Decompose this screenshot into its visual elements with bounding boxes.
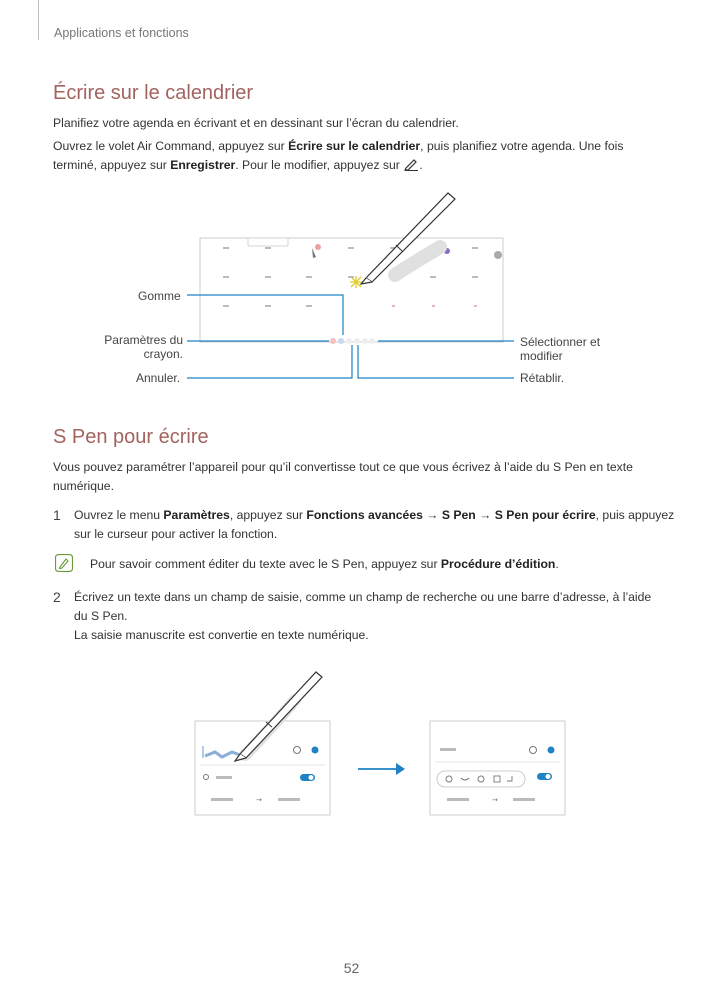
margin-rule — [38, 0, 39, 40]
paragraph-calendar-steps: Ouvrez le volet Air Command, appuyez sur Écrire sur le calendrier, puis planifiez votre agenda. Une fois terminé, appuyez sur Enregistrer. Pour le modifier, appuyez sur . — [53, 139, 624, 172]
section-title-spen: S Pen pour écrire — [53, 426, 209, 448]
paragraph-calendar-intro: Planifiez votre agenda en écrivant et en dessinant sur l’écran du calendrier. — [53, 116, 459, 130]
paragraph-spen-intro: Vous pouvez paramétrer l’appareil pour qu’il convertisse tout ce que vous écrivez à l’aide du S Pen en texte numérique. — [53, 460, 633, 493]
note-text: Pour savoir comment éditer du texte avec le S Pen, appuyez sur Procédure d’édition. — [90, 557, 559, 571]
running-header: Applications et fonctions — [54, 26, 189, 40]
label-pen-settings: Paramètres du crayon. — [104, 333, 183, 361]
label-redo: Rétablir. — [520, 371, 565, 385]
step-number-1: 1 — [53, 507, 61, 523]
label-undo: Annuler. — [136, 371, 181, 385]
handwriting-conversion-illustration — [0, 660, 703, 820]
svg-text:→: → — [256, 796, 262, 804]
label-eraser: Gomme — [138, 289, 181, 303]
section-title-calendar: Écrire sur le calendrier — [53, 82, 254, 104]
page-number: 52 — [343, 960, 360, 976]
edit-pen-icon — [403, 157, 419, 171]
note-icon — [55, 554, 73, 572]
calendar-illustration — [0, 185, 703, 395]
svg-text:→: → — [492, 796, 498, 804]
step-number-2: 2 — [53, 589, 61, 605]
label-select-edit: Sélectionner et modifier — [520, 335, 601, 363]
step-1-text: Ouvrez le menu Paramètres, appuyez sur Fonctions avancées → S Pen → S Pen pour écrire, puis appuyez sur le curseur pour activer la fonction. — [74, 508, 675, 541]
step-2-text: Écrivez un texte dans un champ de saisie, comme un champ de recherche ou une barre d’adresse, à l’aide du S Pen. La saisie manuscrite est convertie en texte numérique. — [74, 590, 652, 642]
